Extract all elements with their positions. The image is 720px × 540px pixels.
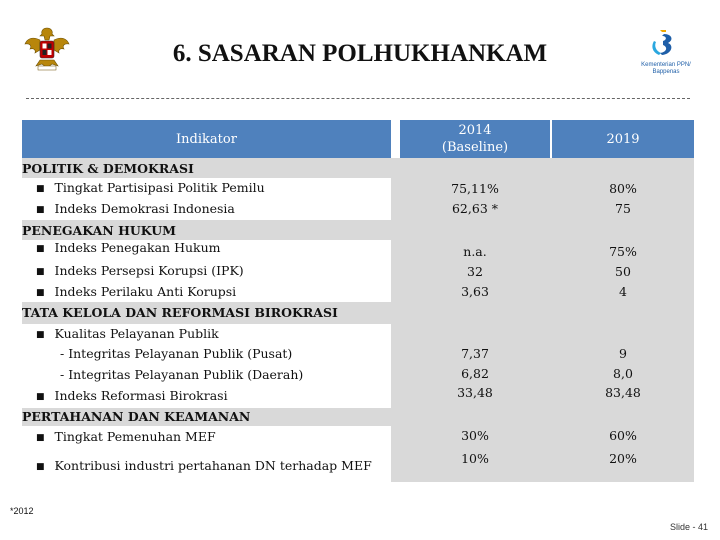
indicator-partisipasi: ■ Tingkat Partisipasi Politik Pemilu xyxy=(36,180,265,195)
target-persepsi-korupsi: 50 xyxy=(615,264,631,279)
target-integritas-pusat: 9 xyxy=(619,346,627,361)
target-reformasi-birokrasi: 83,48 xyxy=(605,385,641,400)
baseline-persepsi-korupsi: 32 xyxy=(467,264,483,279)
bullet-icon: ■ xyxy=(36,266,45,277)
bappenas-logo xyxy=(640,28,692,76)
column-header-indikator: Indikator xyxy=(22,120,391,158)
baseline-label: (Baseline) xyxy=(441,140,509,155)
baseline-integritas-pusat: 7,37 xyxy=(461,346,489,361)
target-partisipasi: 80% xyxy=(609,181,637,196)
bullet-icon: ■ xyxy=(36,432,45,443)
baseline-pemenuhan-mef: 30% xyxy=(461,428,489,443)
bullet-icon: ■ xyxy=(36,391,45,402)
target-integritas-daerah: 8,0 xyxy=(613,366,633,381)
section-penegakan: PENEGAKAN HUKUM xyxy=(22,223,176,238)
section-politik: POLITIK & DEMOKRASI xyxy=(22,161,194,176)
indicator-kualitas-pelayanan: ■ Kualitas Pelayanan Publik xyxy=(36,326,219,341)
target-demokrasi: 75 xyxy=(615,201,631,216)
bullet-icon: ■ xyxy=(36,243,45,254)
baseline-reformasi-birokrasi: 33,48 xyxy=(457,385,493,400)
bullet-icon: ■ xyxy=(36,329,45,340)
target-kontribusi-industri: 20% xyxy=(609,451,637,466)
baseline-penegakan-hukum: n.a. xyxy=(463,244,487,259)
indicator-reformasi-birokrasi: ■ Indeks Reformasi Birokrasi xyxy=(36,388,228,403)
target-pemenuhan-mef: 60% xyxy=(609,428,637,443)
bullet-icon: ■ xyxy=(36,204,45,215)
page-title: 6. SASARAN POLHUKHANKAM xyxy=(172,40,548,67)
baseline-integritas-daerah: 6,82 xyxy=(461,366,489,381)
baseline-year: 2014 xyxy=(458,123,492,138)
column-header-baseline xyxy=(400,120,550,158)
baseline-demokrasi: 62,63 * xyxy=(451,201,498,216)
bappenas-logo-text: Kementerian PPN/ Bappenas xyxy=(641,62,691,75)
indicator-pemenuhan-mef: ■ Tingkat Pemenuhan MEF xyxy=(36,429,216,444)
bullet-icon: ■ xyxy=(36,183,45,194)
slide-number: Slide - 41 xyxy=(669,522,708,532)
section-pertahanan: PERTAHANAN DAN KEAMANAN xyxy=(22,409,251,424)
header-divider xyxy=(26,98,690,99)
bappenas-mark-icon xyxy=(640,28,692,58)
indicator-integritas-pusat: - Integritas Pelayanan Publik (Pusat) xyxy=(60,346,293,361)
bullet-icon: ■ xyxy=(36,461,45,472)
footnote: *2012 xyxy=(10,506,34,516)
column-header-2019: 2019 xyxy=(552,120,694,158)
indicator-penegakan-hukum: ■ Indeks Penegakan Hukum xyxy=(36,240,221,255)
target-penegakan-hukum: 75% xyxy=(609,244,637,259)
indicator-persepsi-korupsi: ■ Indeks Persepsi Korupsi (IPK) xyxy=(36,263,244,278)
indicator-integritas-daerah: - Integritas Pelayanan Publik (Daerah) xyxy=(60,367,304,382)
baseline-kontribusi-industri: 10% xyxy=(461,451,489,466)
indicator-kontribusi-industri: ■ Kontribusi industri pertahanan DN terhadap MEF xyxy=(36,458,372,473)
baseline-anti-korupsi: 3,63 xyxy=(461,284,489,299)
bullet-icon: ■ xyxy=(36,287,45,298)
section-tata-kelola: TATA KELOLA DAN REFORMASI BIROKRASI xyxy=(22,305,338,320)
target-anti-korupsi: 4 xyxy=(619,284,627,299)
indicator-demokrasi: ■ Indeks Demokrasi Indonesia xyxy=(36,201,235,216)
baseline-partisipasi: 75,11% xyxy=(451,181,499,196)
indicator-anti-korupsi: ■ Indeks Perilaku Anti Korupsi xyxy=(36,284,237,299)
